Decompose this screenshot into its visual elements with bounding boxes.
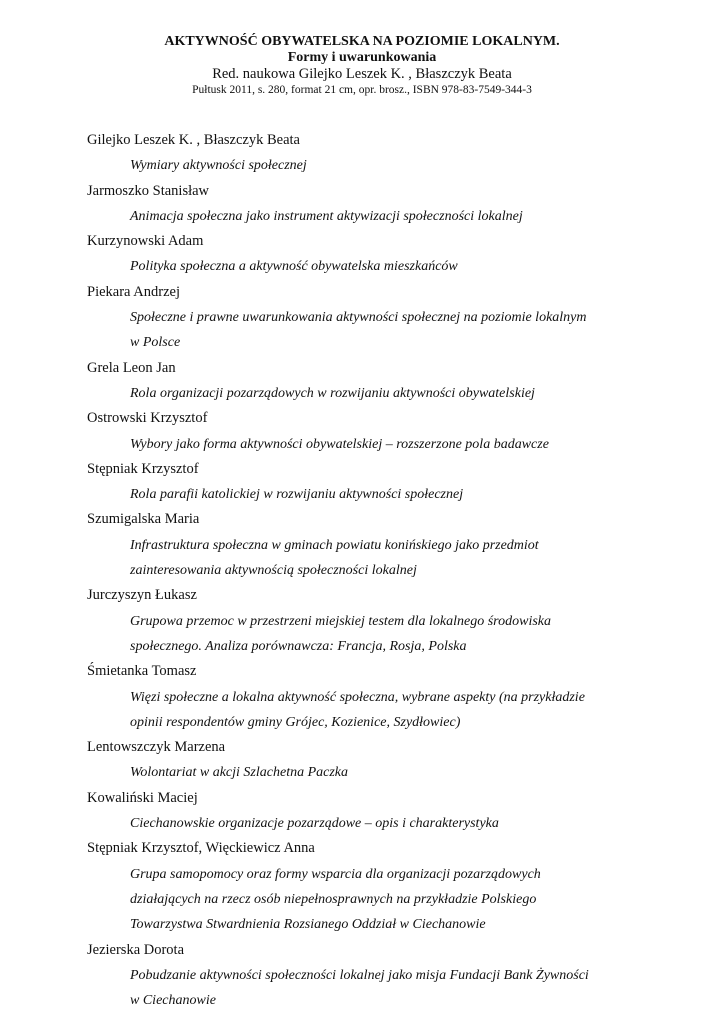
entry-author: Jurczyszyn Łukasz bbox=[87, 587, 197, 604]
entry-article-title-line: Rola parafii katolickiej w rozwijaniu aktywności społecznej bbox=[130, 487, 464, 503]
entry-article-title-line: Wybory jako forma aktywności obywatelskiej – rozszerzone pola badawcze bbox=[130, 436, 549, 452]
entry-article-title-line: Więzi społeczne a lokalna aktywność społeczna, wybrane aspekty (na przykładzie bbox=[130, 689, 585, 705]
entry-author: Lentowszczyk Marzena bbox=[87, 739, 226, 756]
entry-article-title-line: w Polsce bbox=[130, 335, 181, 351]
entry-article-title-line: Grupowa przemoc w przestrzeni miejskiej testem dla lokalnego środowiska bbox=[130, 613, 552, 629]
entry-article-title-line: Wymiary aktywności społecznej bbox=[130, 158, 307, 174]
entry-article-title-line: Pobudzanie aktywności społeczności lokalnej jako misja Fundacji Bank Żywności bbox=[130, 967, 589, 983]
entry-author: Jezierska Dorota bbox=[87, 941, 185, 958]
entry-article-title-line: Ciechanowskie organizacje pozarządowe – opis i charakterystyka bbox=[130, 816, 499, 832]
book-subtitle: Formy i uwarunkowania bbox=[287, 50, 437, 65]
toc-entry bbox=[87, 507, 707, 583]
toc-entry bbox=[87, 583, 707, 659]
entry-author: Stępniak Krzysztof, Więckiewicz Anna bbox=[87, 840, 315, 857]
entry-author: Stępniak Krzysztof bbox=[87, 460, 199, 477]
toc-entry bbox=[87, 659, 707, 735]
entry-author: Grela Leon Jan bbox=[87, 359, 176, 376]
toc-entry bbox=[87, 836, 707, 937]
entry-author: Szumigalska Maria bbox=[87, 511, 200, 528]
entry-article-title-line: Społeczne i prawne uwarunkowania aktywności społecznej na poziomie lokalnym bbox=[130, 310, 587, 326]
entry-author: Piekara Andrzej bbox=[87, 283, 181, 300]
toc-entry bbox=[87, 356, 707, 407]
toc-entry bbox=[87, 229, 707, 280]
entry-author: Śmietanka Tomasz bbox=[87, 663, 197, 680]
toc-entry bbox=[87, 938, 707, 1014]
entry-author: Ostrowski Krzysztof bbox=[87, 410, 208, 427]
entry-article-title-line: Rola organizacji pozarządowych w rozwijaniu aktywności obywatelskiej bbox=[130, 385, 535, 401]
book-editors: Red. naukowa Gilejko Leszek K. , Błaszczyk Beata bbox=[212, 66, 512, 82]
toc-entry bbox=[87, 179, 707, 230]
publication-info: Pułtusk 2011, s. 280, format 21 cm, opr. brosz., ISBN 978-83-7549-344-3 bbox=[192, 84, 532, 96]
table-of-contents bbox=[87, 128, 707, 1013]
document-header bbox=[0, 34, 724, 97]
entry-author: Kowaliński Maciej bbox=[87, 789, 198, 806]
toc-entry bbox=[87, 280, 707, 356]
entry-article-title-line: Towarzystwa Stwardnienia Rozsianego Oddział w Ciechanowie bbox=[130, 917, 486, 933]
toc-entry bbox=[87, 786, 707, 837]
entry-article-title-line: Polityka społeczna a aktywność obywatelska mieszkańców bbox=[130, 259, 458, 275]
entry-author: Kurzynowski Adam bbox=[87, 233, 204, 250]
toc-entry bbox=[87, 406, 707, 457]
entry-article-title-line: Animacja społeczna jako instrument aktywizacji społeczności lokalnej bbox=[130, 208, 523, 224]
entry-article-title-line: w Ciechanowie bbox=[130, 993, 216, 1009]
toc-entry bbox=[87, 457, 707, 508]
entry-article-title-line: Wolontariat w akcji Szlachetna Paczka bbox=[130, 765, 349, 781]
entry-article-title-line: zainteresowania aktywnością społeczności lokalnej bbox=[130, 563, 417, 579]
entry-article-title-line: Infrastruktura społeczna w gminach powiatu konińskiego jako przedmiot bbox=[130, 537, 539, 553]
entry-article-title-line: działających na rzecz osób niepełnosprawnych na przykładzie Polskiego bbox=[130, 891, 537, 907]
toc-entry bbox=[87, 735, 707, 786]
toc-entry bbox=[87, 128, 707, 179]
book-title: AKTYWNOŚĆ OBYWATELSKA NA POZIOMIE LOKALNYM. bbox=[164, 34, 560, 49]
entry-article-title-line: opinii respondentów gminy Grójec, Kozienice, Szydłowiec) bbox=[130, 714, 461, 730]
entry-author: Jarmoszko Stanisław bbox=[87, 182, 210, 199]
entry-article-title-line: Grupa samopomocy oraz formy wsparcia dla organizacji pozarządowych bbox=[130, 866, 541, 882]
entry-article-title-line: społecznego. Analiza porównawcza: Francja, Rosja, Polska bbox=[130, 638, 467, 654]
entry-author: Gilejko Leszek K. , Błaszczyk Beata bbox=[87, 132, 300, 148]
